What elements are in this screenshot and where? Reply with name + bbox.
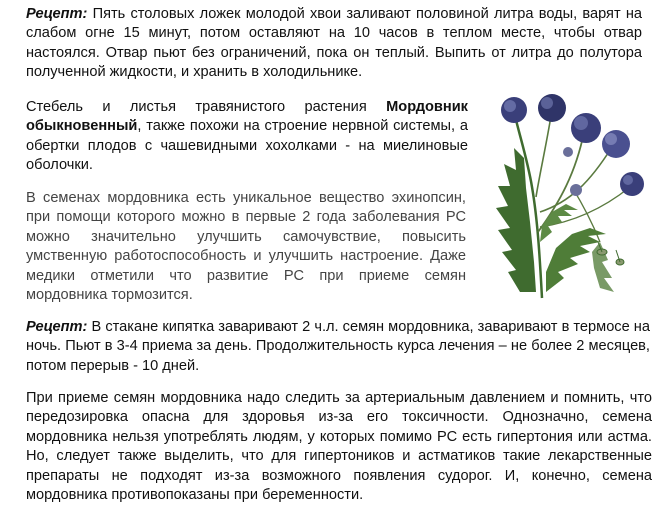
recipe-paragraph-1 — [26, 5, 642, 83]
recipe-paragraph-2 — [26, 318, 650, 376]
warning-text: При приеме семян мордовника надо следить за артериальным давлением и помнить, что передозировка опасна для здоровья из-за его токсичности. Однозначно, семена мордовника нельзя употреблять людям, у которых помимо РС есть гипертония или астма. Но, следует также выделить, что для гипертоников и астматиков такие лекарственные препараты не подходят из-за возможного появления судорог. И, конечно, семена мордовника противопоказаны при беременности. — [26, 390, 652, 504]
stem-text-before: Стебель и листья травянистого растения — [26, 99, 387, 115]
globe-thistle-plant-illustration — [480, 92, 652, 300]
stem-paragraph — [26, 98, 468, 176]
seeds-paragraph — [26, 189, 466, 305]
plant-leaf — [496, 148, 536, 292]
plant-name: Мордовник обыкновенный — [26, 99, 468, 135]
recipe-label: Рецепт: — [26, 6, 88, 22]
recipe-text: В стакане кипятка заваривают 2 ч.л. семян мордовника, заваривают в термосе на ночь. Пьют в 3-4 приема за день. Продолжительность курса лечения – не более 2 месяцев, потом перерыв - 10 дней. — [26, 319, 650, 374]
recipe-text: Пять столовых ложек молодой хвои заливают половиной литра воды, варят на слабом огне 15 минут, потом оставляют на 10 часов в теплом месте, чтобы отвар настоялся. Отвар пьют без ограничений, пока он теплый. Выпить от литра до полутора полученной жидкости, и хранить в холодильнике. — [26, 6, 642, 81]
flower-head — [602, 130, 630, 158]
flower-head — [620, 172, 644, 196]
plant-stem — [540, 147, 612, 212]
flower-head — [501, 97, 527, 123]
flower-head — [571, 113, 601, 143]
seeds-text: В семенах мордовника есть уникальное вещество эхинопсин, при помощи которого можно в первые 2 года заболевания РС можно значительно улучшить самочувствие, повысить умственную работоспособность и улучшить настроение. Даже медики отметили что развитие РС при приеме семян мордовника тормозится. — [26, 190, 466, 304]
warning-paragraph — [26, 389, 652, 505]
recipe-label: Рецепт: — [26, 319, 88, 335]
stem-text-after: , также похожи на строение нервной системы, а обертки плодов с чашевидными хохолками - на миелиновые оболочки. — [26, 118, 468, 174]
plant-stem — [536, 110, 552, 197]
flower-head — [538, 94, 566, 122]
